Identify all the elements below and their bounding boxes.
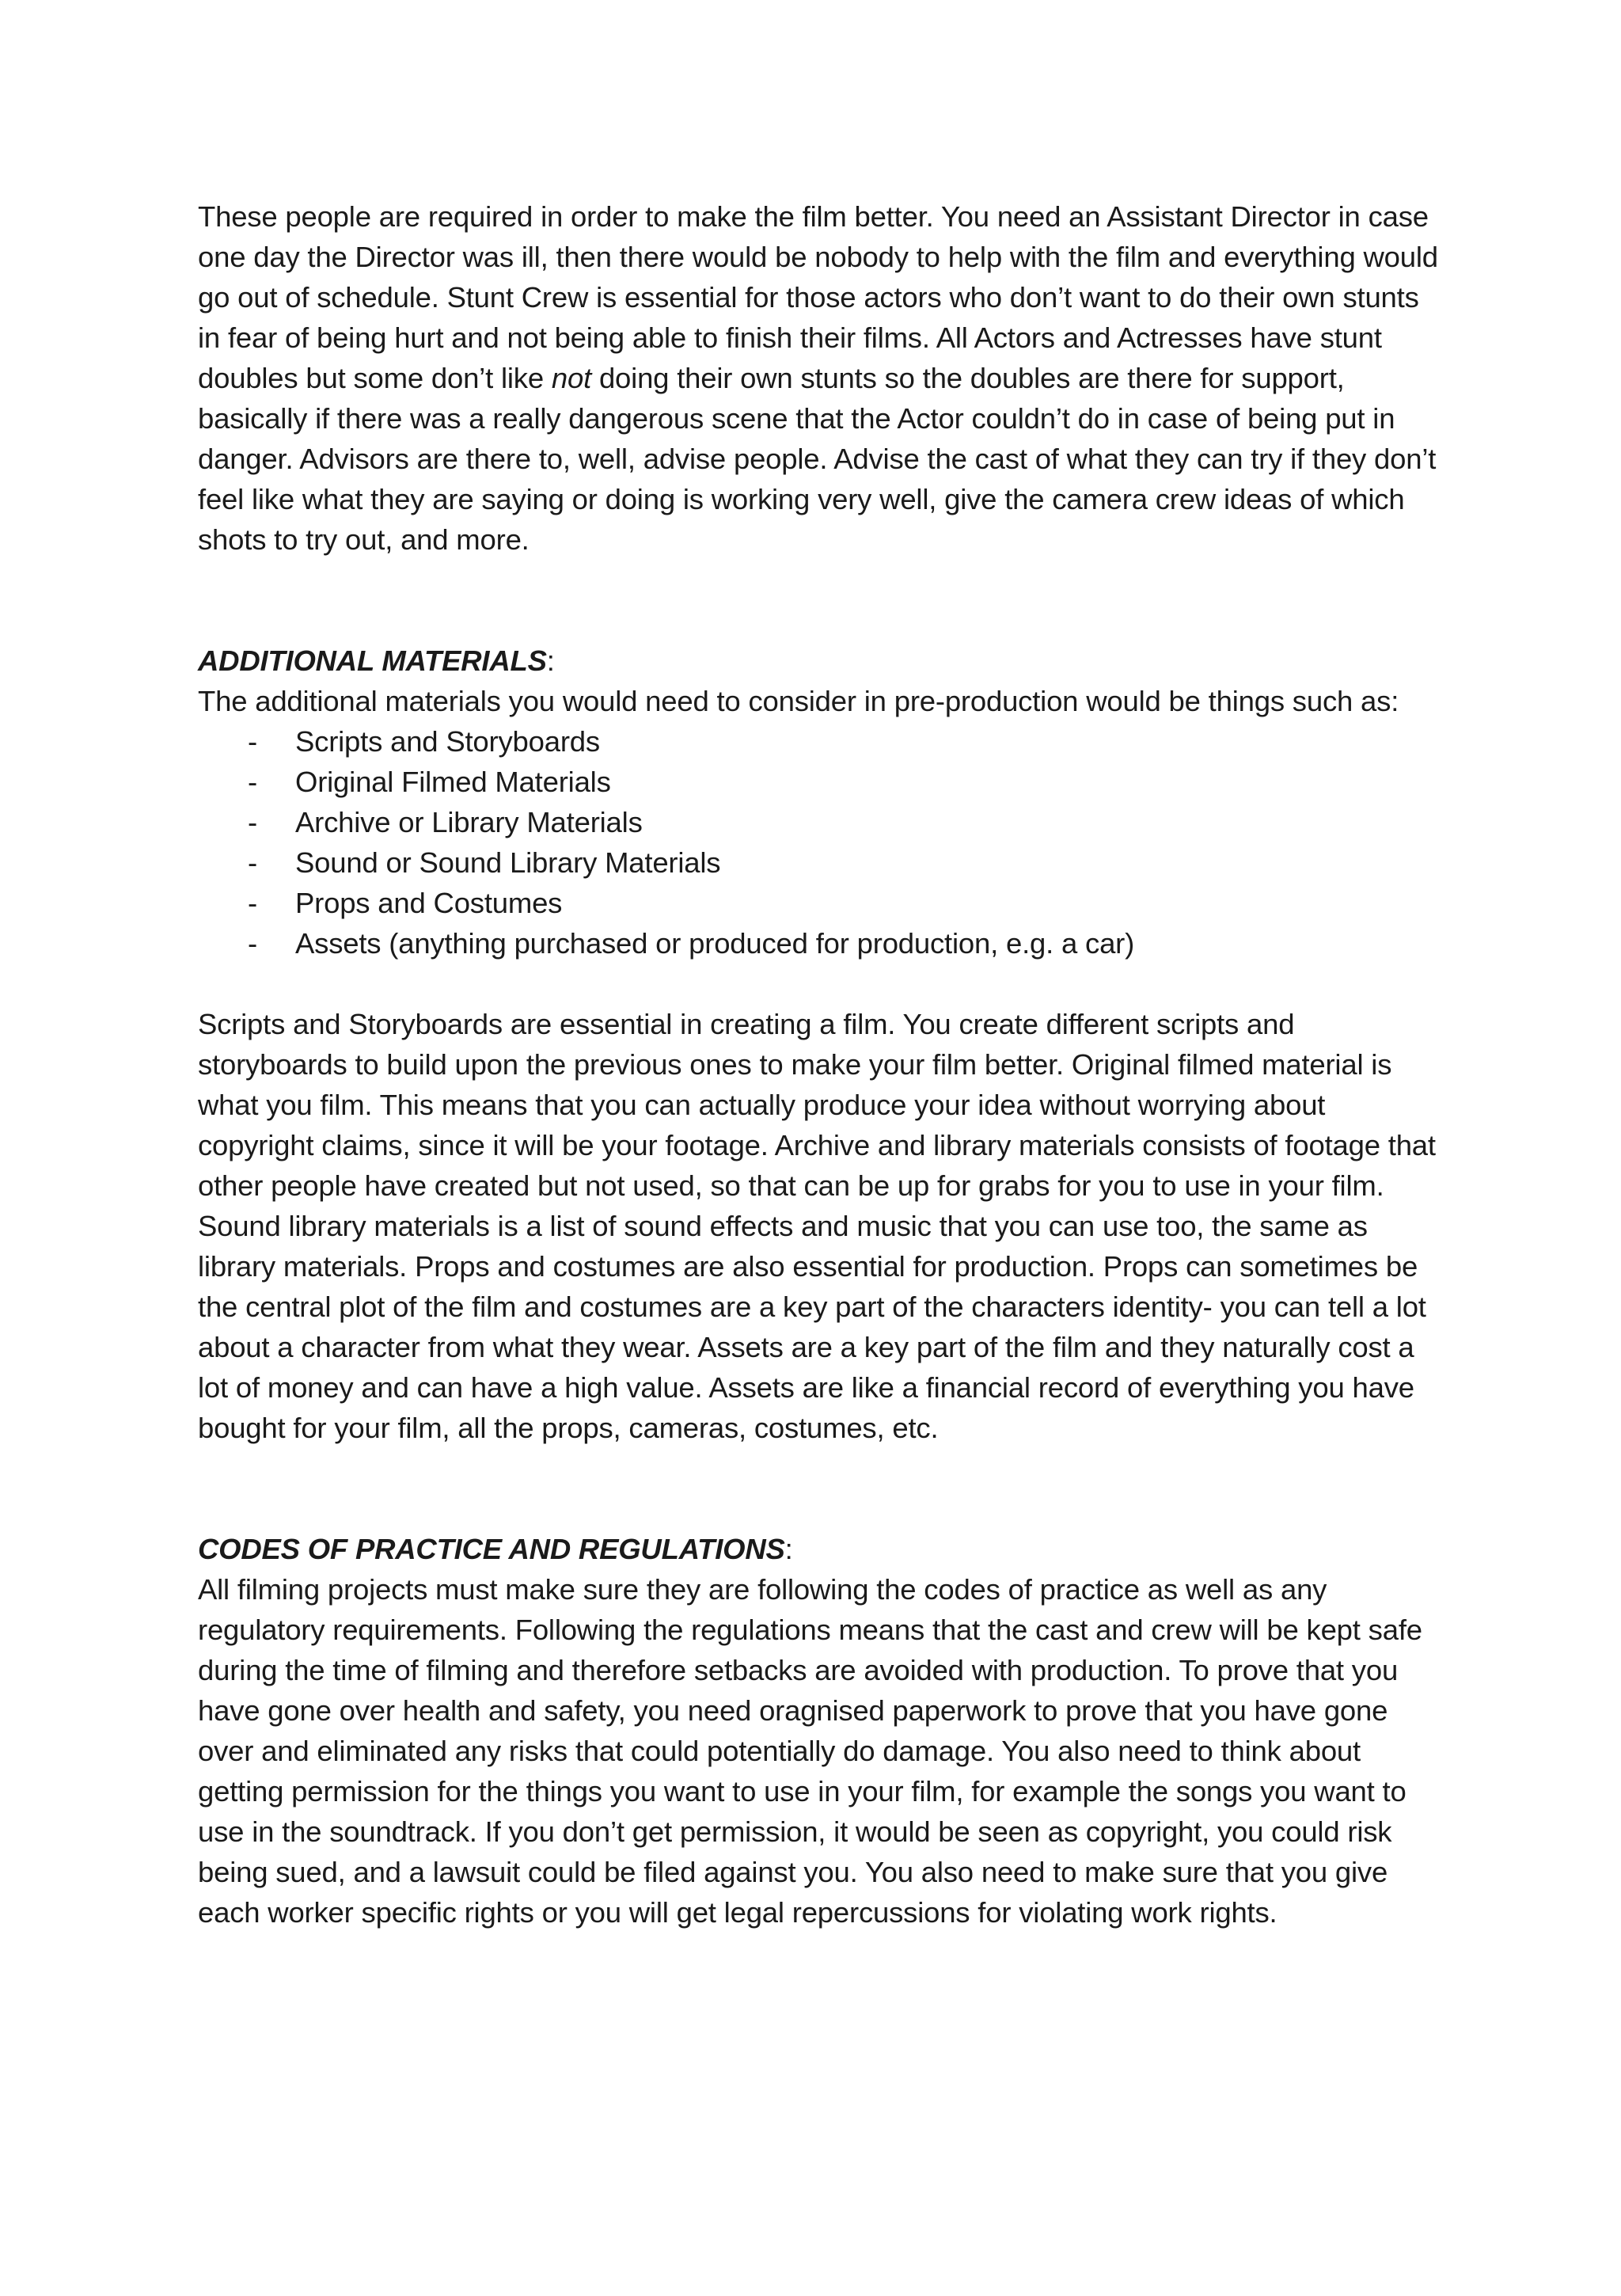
list-item-text: Archive or Library Materials (295, 806, 643, 838)
additional-materials-heading: ADDITIONAL MATERIALS (198, 644, 547, 677)
dash-marker: - (248, 766, 257, 798)
list-item (198, 923, 1448, 964)
codes-of-practice-heading: CODES OF PRACTICE AND REGULATIONS (198, 1533, 785, 1565)
list-item (198, 802, 1448, 842)
spacer (198, 1448, 1448, 1529)
intro-text-end: doing their own stunts so the doubles are there for support, basically if there was a really dangerous scene that the Actor couldn’t do in case of being put in danger. Advisors are there to, well, advise people. Advise the cast of what they can try if they don’t feel like what they are saying or doing is working very well, give the camera crew ideas of which shots to try out, and more. (198, 362, 1437, 556)
dash-marker: - (248, 846, 257, 879)
dash-marker: - (248, 887, 257, 919)
codes-heading-line (198, 1529, 1448, 1569)
spacer (198, 560, 1448, 641)
spacer (198, 964, 1448, 1004)
list-item (198, 883, 1448, 923)
list-item-text: Props and Costumes (295, 887, 563, 919)
list-item-text: Assets (anything purchased or produced for production, e.g. a car) (295, 927, 1135, 960)
list-item-text: Scripts and Storyboards (295, 725, 600, 758)
list-item-text: Sound or Sound Library Materials (295, 846, 721, 879)
list-item-text: Original Filmed Materials (295, 766, 611, 798)
intro-paragraph (198, 196, 1448, 560)
additional-materials-body: Scripts and Storyboards are essential in creating a film. You create different scripts and storyboards to build upon the previous ones to make your film better. Original filmed material is what you film. This means that you can actually produce your idea without worrying about copyright claims, since it will be your footage. Archive and library materials consists of footage that other people have created but not used, so that can be up for grabs for you to use in your film. Sound library materials is a list of sound effects and music that you can use too, the same as library materials. Props and costumes are also essential for production. Props can sometimes be the central plot of the film and costumes are a key part of the characters identity- you can tell a lot about a character from what they wear. Assets are a key part of the film and they naturally cost a lot of money and can have a high value. Assets are like a financial record of everything you have bought for your film, all the props, cameras, costumes, etc. (198, 1008, 1436, 1444)
additional-materials-lead: The additional materials you would need to consider in pre-production would be things such as: (198, 685, 1399, 717)
list-item (198, 842, 1448, 883)
list-item (198, 721, 1448, 762)
codes-of-practice-body: All filming projects must make sure they are following the codes of practice as well as any regulatory requirements. Following the regulations means that the cast and crew will be kept safe during the time of filming and therefore setbacks are avoided with production. To prove that you have gone over health and safety, you need oragnised paperwork to prove that you have gone over and eliminated any risks that could potentially do damage. You also need to think about getting permission for the things you want to use in your film, for example the songs you want to use in the soundtrack. If you don’t get permission, it would be seen as copyright, you could risk being sued, and a lawsuit could be filed against you. You also need to make sure that you give each worker specific rights or you will get legal repercussions for violating work rights. (198, 1573, 1422, 1929)
dash-marker: - (248, 806, 257, 838)
intro-text-start: These people are required in order to make the film better. You need an Assistant Director in case one day the Director was ill, then there would be nobody to help with the film and everything would go out of schedule. Stunt Crew is essential for those actors who don’t want to do their own stunts in fear of being hurt and not being able to finish their films. All Actors and Actresses have stunt doubles but some don’t like (198, 200, 1438, 394)
additional-materials-heading-line (198, 641, 1448, 681)
materials-list (198, 721, 1448, 964)
dash-marker: - (248, 725, 257, 758)
heading-colon: : (784, 1533, 793, 1565)
intro-emphasis: not (551, 362, 592, 394)
document-page (198, 196, 1448, 1933)
list-item (198, 762, 1448, 802)
heading-colon: : (546, 644, 555, 677)
dash-marker: - (248, 927, 257, 960)
